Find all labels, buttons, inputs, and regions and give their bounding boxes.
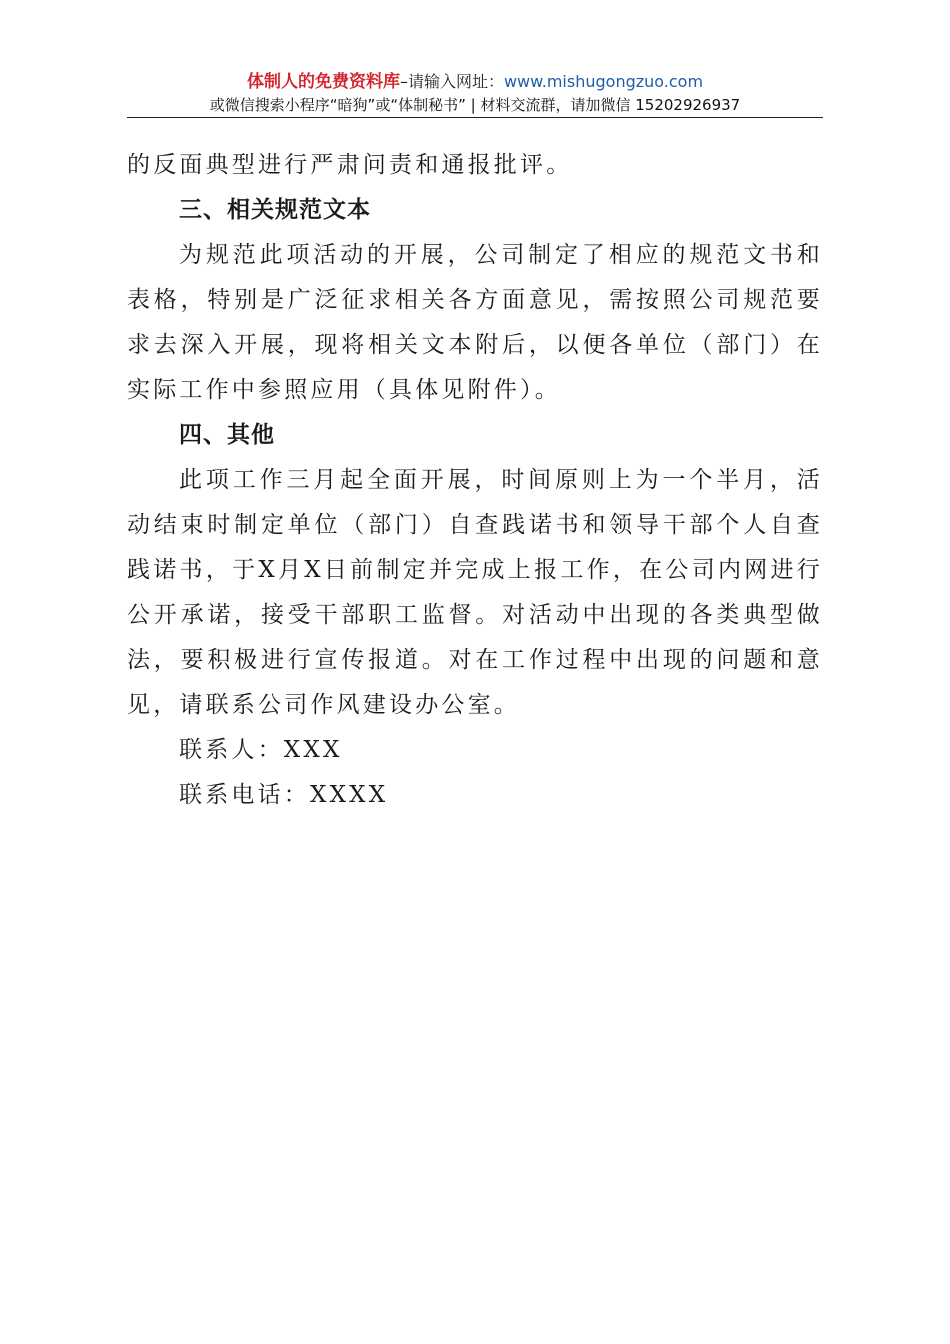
paragraph-continuation: 的反面典型进行严肃问责和通报批评。 [127,152,573,178]
header-brand: 体制人的免费资料库 [246,72,400,92]
paragraph-section-3: 为规范此项活动的开展，公司制定了相应的规范文书和表格，特别是广泛征求相关各方面意见，需按照公司规范要求去深入开展，现将相关文本附后，以便各单位（部门）在实际工作中参照应用（具体见附件）。 [127,242,823,403]
header-url-prompt: –请输入网址： [399,72,504,91]
header-url-link[interactable]: www.mishugongzuo.com [503,72,704,91]
page-header [127,70,823,116]
contact-phone: 联系电话：XXXX [179,782,389,808]
document-body [127,143,823,818]
section-heading-4: 四、其他 [179,422,275,448]
contact-person: 联系人：XXX [179,737,343,763]
section-heading-3: 三、相关规范文本 [179,197,371,223]
header-divider [127,117,823,118]
paragraph-section-4: 此项工作三月起全面开展，时间原则上为一个半月，活动结束时制定单位（部门）自查践诺书和领导干部个人自查践诺书，于X月X日前制定并完成上报工作，在公司内网进行公开承诺，接受干部职工监督。对活动中出现的各类典型做法，要积极进行宣传报道。对在工作过程中出现的问题和意见，请联系公司作风建设办公室。 [127,467,823,718]
header-line-1 [127,70,823,94]
header-line-2: 或微信搜索小程序“暗狗”或“体制秘书” | 材料交流群，请加微信 15202926937 [209,96,741,114]
